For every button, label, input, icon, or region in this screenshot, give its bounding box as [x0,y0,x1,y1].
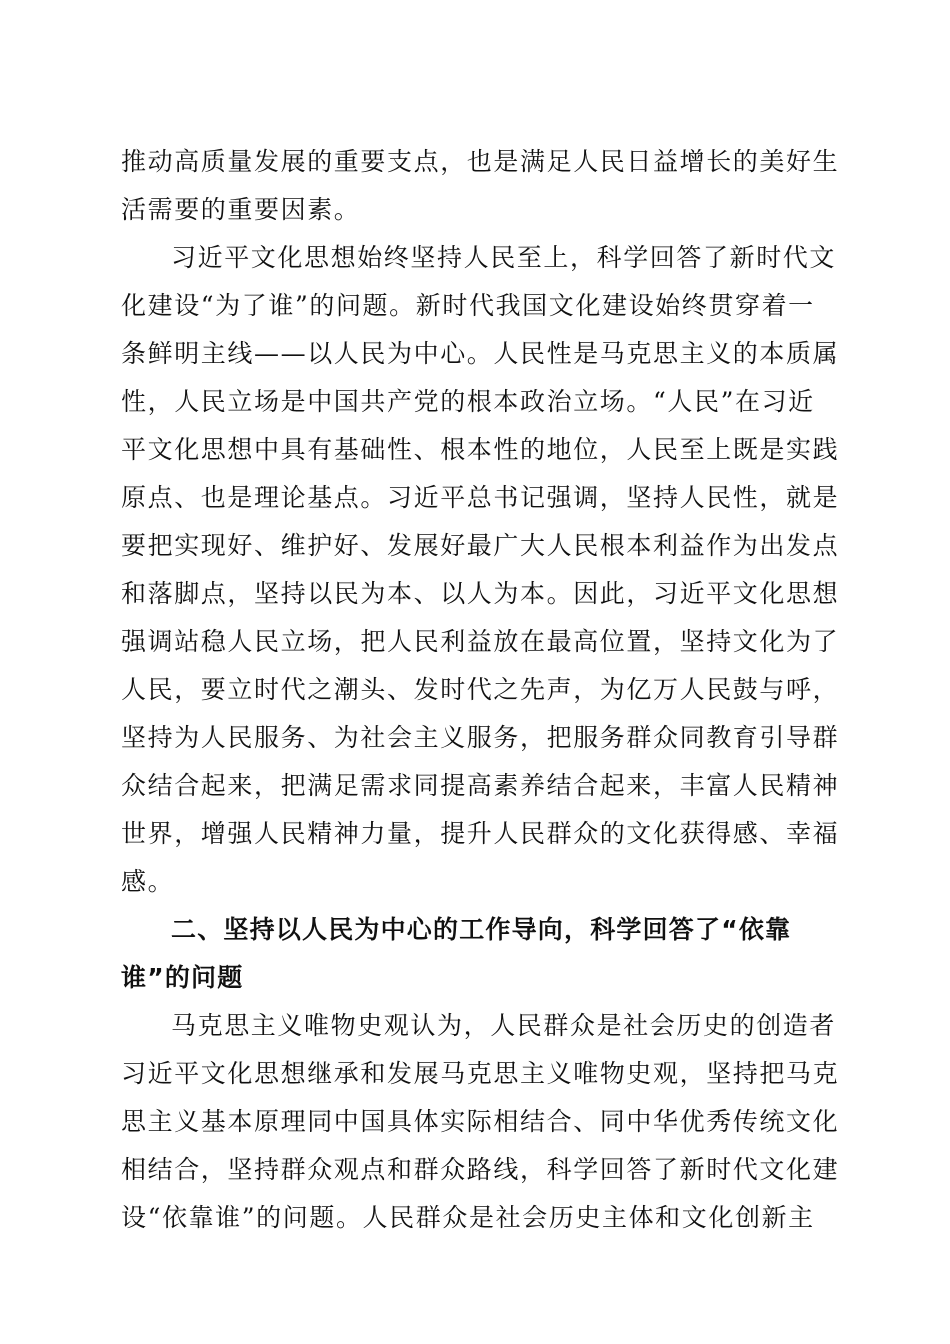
paragraph-start: 习近平文化思想始终坚持人民至上，科学回答了新时代文 [171,243,837,272]
section-heading: 二、坚持以人民为中心的工作导向，科学回答了“依靠 [171,915,792,944]
text-line: 推动高质量发展的重要支点，也是满足人民日益增长的美好生 [121,147,840,176]
section-heading-cont: 谁”的问题 [121,963,244,992]
text-line: 性，人民立场是中国共产党的根本政治立场。“人民”在习近 [121,387,815,416]
text-line: 平文化思想中具有基础性、根本性的地位，人民至上既是实践 [121,435,840,464]
paragraph-start: 马克思主义唯物史观认为，人民群众是社会历史的创造者 [171,1011,837,1040]
text-line: 条鲜明主线——以人民为中心。人民性是马克思主义的本质属 [121,339,840,368]
text-line: 强调站稳人民立场，把人民利益放在最高位置，坚持文化为了 [121,627,840,656]
text-line: 活需要的重要因素。 [121,195,361,224]
text-line: 坚持为人民服务、为社会主义服务，把服务群众同教育引导群 [121,723,840,752]
text-line: 习近平文化思想继承和发展马克思主义唯物史观，坚持把马克 [121,1059,840,1088]
text-line: 设“依靠谁”的问题。人民群众是社会历史主体和文化创新主 [121,1203,815,1232]
text-line: 思主义基本原理同中国具体实际相结合、同中华优秀传统文化 [121,1107,840,1136]
text-line: 感。 [121,867,175,896]
text-line: 相结合，坚持群众观点和群众路线，科学回答了新时代文化建 [121,1155,840,1184]
text-line: 要把实现好、维护好、发展好最广大人民根本利益作为出发点 [121,531,840,560]
text-line: 人民，要立时代之潮头、发时代之先声，为亿万人民鼓与呼， [121,675,840,704]
text-line: 世界，增强人民精神力量，提升人民群众的文化获得感、幸福 [121,819,840,848]
text-line: 原点、也是理论基点。习近平总书记强调，坚持人民性，就是 [121,483,840,512]
text-line: 众结合起来，把满足需求同提高素养结合起来，丰富人民精神 [121,771,840,800]
text-line: 和落脚点，坚持以民为本、以人为本。因此，习近平文化思想 [121,579,840,608]
text-line: 化建设“为了谁”的问题。新时代我国文化建设始终贯穿着一 [121,291,815,320]
